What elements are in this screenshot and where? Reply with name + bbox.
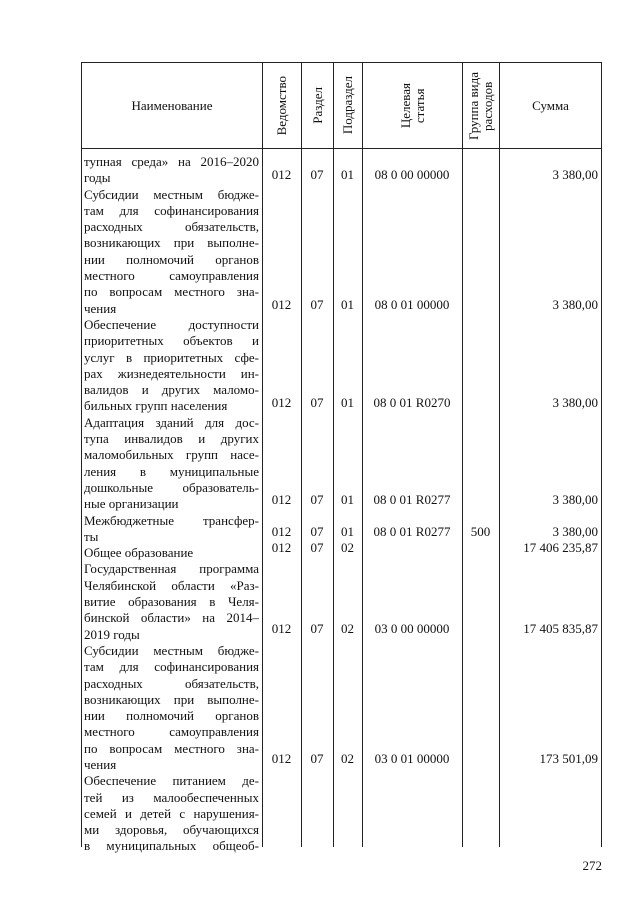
cell-summa: 3 380,00 bbox=[552, 524, 598, 539]
cell-podrazdel: 02 bbox=[341, 540, 354, 555]
name-line: Адаптация зданий для дос- bbox=[84, 414, 259, 430]
cell-vedomstvo: 012 bbox=[271, 751, 292, 766]
cell-podrazdel: 01 bbox=[341, 297, 354, 312]
name-line: возникающих при выполне- bbox=[84, 235, 259, 251]
cell-summa: 3 380,00 bbox=[552, 395, 598, 410]
cell-celevaya: 08 0 00 00000 bbox=[374, 167, 450, 182]
header-gruppa-line1: Группа вида bbox=[466, 71, 481, 140]
name-line: ления в муниципальные bbox=[84, 463, 259, 479]
name-line: годы bbox=[84, 170, 111, 186]
cell-podrazdel: 01 bbox=[341, 492, 354, 507]
name-line: чения bbox=[84, 756, 117, 772]
name-line: чения bbox=[84, 300, 117, 316]
header-name-text: Наименование bbox=[131, 97, 213, 113]
header-vedomstvo bbox=[263, 63, 301, 148]
header-vedomstvo-text: Ведомство bbox=[274, 75, 289, 136]
name-line: витие образования в Челя- bbox=[84, 594, 259, 610]
header-summa bbox=[500, 63, 601, 148]
name-line: Челябинской области «Раз- bbox=[84, 577, 259, 593]
cell-summa: 3 380,00 bbox=[552, 297, 598, 312]
cell-celevaya: 08 0 01 R0270 bbox=[373, 395, 451, 410]
header-bottom-border bbox=[81, 148, 602, 149]
name-line: нии полномочий органов bbox=[84, 251, 259, 267]
name-line: ми здоровья, обучающихся bbox=[84, 822, 259, 838]
cell-razdel: 07 bbox=[310, 167, 324, 182]
cell-vedomstvo: 012 bbox=[271, 167, 292, 182]
name-line: Межбюджетные трансфер- bbox=[84, 512, 259, 528]
cell-summa: 3 380,00 bbox=[552, 167, 598, 182]
name-line: Государственная программа bbox=[84, 561, 259, 577]
header-name bbox=[82, 63, 262, 148]
name-line: тупа инвалидов и других bbox=[84, 431, 259, 447]
name-line: в муниципальных общеоб- bbox=[84, 838, 259, 854]
table-left-border bbox=[81, 62, 82, 847]
header-celevaya bbox=[363, 63, 462, 148]
cell-podrazdel: 01 bbox=[341, 524, 354, 539]
column-divider bbox=[462, 62, 463, 847]
cell-gruppa: 500 bbox=[470, 524, 491, 539]
name-line: там для софинансирования bbox=[84, 659, 259, 675]
name-line: тей из малообеспеченных bbox=[84, 789, 259, 805]
cell-vedomstvo: 012 bbox=[271, 524, 292, 539]
name-line: там для софинансирования bbox=[84, 202, 259, 218]
header-gruppa-line2: расходов bbox=[480, 80, 495, 131]
name-line: по вопросам местного зна- bbox=[84, 284, 259, 300]
cell-celevaya: 08 0 01 R0277 bbox=[373, 492, 451, 507]
cell-podrazdel: 02 bbox=[341, 751, 354, 766]
cell-podrazdel: 01 bbox=[341, 167, 354, 182]
cell-celevaya: 03 0 01 00000 bbox=[374, 751, 450, 766]
header-razdel bbox=[302, 63, 333, 148]
name-line: приоритетных объектов и bbox=[84, 333, 259, 349]
cell-vedomstvo: 012 bbox=[271, 492, 292, 507]
name-line: маломобильных групп насе- bbox=[84, 447, 259, 463]
name-line: расходных обязательств, bbox=[84, 219, 259, 235]
header-celevaya-line1: Целевая bbox=[397, 82, 413, 129]
cell-summa: 17 406 235,87 bbox=[523, 540, 598, 555]
name-line: по вопросам местного зна- bbox=[84, 740, 259, 756]
header-celevaya-line2: статья bbox=[411, 88, 427, 123]
header-podrazdel-text: Подраздел bbox=[340, 76, 355, 135]
cell-vedomstvo: 012 bbox=[271, 540, 292, 555]
header-podrazdel bbox=[334, 63, 362, 148]
cell-summa: 17 405 835,87 bbox=[523, 621, 598, 636]
cell-celevaya: 03 0 00 00000 bbox=[374, 621, 450, 636]
name-line: нии полномочий органов bbox=[84, 708, 259, 724]
name-line: услуг в приоритетных сфе- bbox=[84, 349, 259, 365]
header-gruppa-text bbox=[467, 72, 495, 140]
cell-celevaya: 08 0 01 R0277 bbox=[373, 524, 451, 539]
name-line: бинской области» на 2014– bbox=[84, 610, 259, 626]
cell-razdel: 07 bbox=[310, 621, 324, 636]
cell-razdel: 07 bbox=[310, 297, 324, 312]
name-line: местного самоуправления bbox=[84, 268, 259, 284]
cell-celevaya: 08 0 01 00000 bbox=[374, 297, 450, 312]
header-razdel-text: Раздел bbox=[309, 87, 325, 124]
page-number: 272 bbox=[582, 858, 602, 873]
cell-razdel: 07 bbox=[310, 540, 324, 555]
name-line: местного самоуправления bbox=[84, 724, 259, 740]
header-summa-text: Сумма bbox=[532, 97, 569, 113]
name-column bbox=[84, 154, 259, 855]
name-line: семей и детей с нарушения- bbox=[84, 805, 259, 821]
cell-razdel: 07 bbox=[310, 524, 324, 539]
cell-vedomstvo: 012 bbox=[271, 621, 292, 636]
name-line: Общее образование bbox=[84, 545, 194, 561]
cell-summa: 3 380,00 bbox=[552, 492, 598, 507]
name-line: возникающих при выполне- bbox=[84, 691, 259, 707]
cell-razdel: 07 bbox=[310, 751, 324, 766]
cell-podrazdel: 01 bbox=[341, 395, 354, 410]
name-line: бильных групп населения bbox=[84, 398, 228, 414]
name-line: рах жизнедеятельности ин- bbox=[84, 365, 259, 381]
cell-razdel: 07 bbox=[310, 395, 324, 410]
name-line: дошкольные образователь- bbox=[84, 479, 259, 495]
name-line: Обеспечение питанием де- bbox=[84, 773, 259, 789]
cell-podrazdel: 02 bbox=[341, 621, 354, 636]
cell-razdel: 07 bbox=[310, 492, 324, 507]
name-line: расходных обязательств, bbox=[84, 675, 259, 691]
cell-vedomstvo: 012 bbox=[271, 297, 292, 312]
header-gruppa bbox=[463, 63, 499, 148]
header-celevaya-text bbox=[399, 83, 427, 128]
name-line: Субсидии местным бюдже- bbox=[84, 186, 259, 202]
name-line: 2019 годы bbox=[84, 626, 140, 642]
name-line: тупная среда» на 2016–2020 bbox=[84, 154, 259, 169]
name-line: Обеспечение доступности bbox=[84, 316, 259, 332]
table-right-border bbox=[601, 62, 602, 847]
name-line: валидов и других маломо- bbox=[84, 382, 259, 398]
cell-vedomstvo: 012 bbox=[271, 395, 292, 410]
name-line: ты bbox=[84, 528, 99, 544]
name-line: ные организации bbox=[84, 496, 179, 512]
cell-summa: 173 501,09 bbox=[539, 751, 598, 766]
name-line: Субсидии местным бюдже- bbox=[84, 642, 259, 658]
